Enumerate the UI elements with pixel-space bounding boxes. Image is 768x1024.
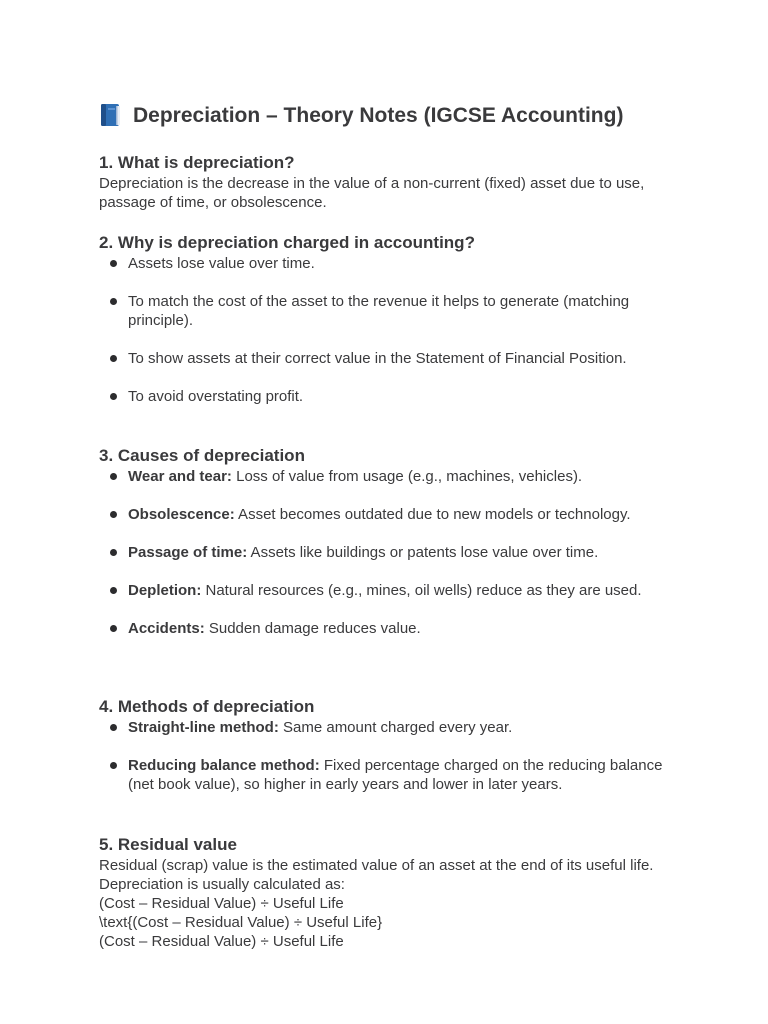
- list-item: [99, 292, 679, 330]
- list-item: [99, 505, 679, 524]
- section-heading: 2. Why is depreciation charged in accounting?: [99, 233, 475, 252]
- blue-book-icon: [99, 103, 121, 127]
- list-item: [99, 467, 679, 486]
- formula-line: \text{(Cost – Residual Value) ÷ Useful Life}: [99, 914, 383, 931]
- bullet-dot: [110, 355, 117, 362]
- bullet-dot: [110, 298, 117, 305]
- bullet-dot: [110, 625, 117, 632]
- list-item: [99, 387, 679, 406]
- section-causes: [99, 445, 679, 638]
- item-label: Reducing balance method:: [128, 757, 320, 774]
- item-text: Assets lose value over time.: [128, 255, 315, 272]
- section-what-is-depreciation: [99, 152, 679, 212]
- section-methods: [99, 696, 679, 794]
- bullet-dot: [110, 511, 117, 518]
- bullet-dot: [110, 393, 117, 400]
- list-item: [99, 254, 679, 273]
- item-text: To avoid overstating profit.: [128, 388, 304, 405]
- item-text: Fixed percentage charged on the reducing balance (net book value), so higher in early years and lower in later years.: [128, 757, 663, 793]
- item-label: Depletion:: [128, 582, 202, 599]
- item-label: Wear and tear:: [128, 468, 232, 485]
- formula-line: (Cost – Residual Value) ÷ Useful Life: [99, 933, 344, 950]
- section-heading: 4. Methods of depreciation: [99, 697, 315, 716]
- item-text: Assets like buildings or patents lose value over time.: [247, 544, 599, 561]
- document-title: [99, 104, 623, 128]
- bullet-list: [99, 254, 679, 406]
- item-text: To match the cost of the asset to the revenue it helps to generate (matching principle).: [128, 293, 630, 329]
- item-text: Asset becomes outdated due to new models or technology.: [234, 506, 631, 523]
- bullet-dot: [110, 473, 117, 480]
- item-text: Natural resources (e.g., mines, oil wells) reduce as they are used.: [201, 582, 642, 599]
- section-paragraph: Residual (scrap) value is the estimated value of an asset at the end of its useful life. Depreciation is usually calculated as:: [99, 857, 654, 893]
- item-label: Accidents:: [128, 620, 205, 637]
- bullet-dot: [110, 549, 117, 556]
- item-label: Straight-line method:: [128, 719, 279, 736]
- list-item: [99, 756, 679, 794]
- bullet-dot: [110, 587, 117, 594]
- bullet-dot: [110, 724, 117, 731]
- section-heading: 1. What is depreciation?: [99, 153, 295, 172]
- item-label: Passage of time:: [128, 544, 248, 561]
- list-item: [99, 619, 679, 638]
- section-heading: 5. Residual value: [99, 835, 237, 854]
- item-label: Obsolescence:: [128, 506, 235, 523]
- section-residual-value: [99, 834, 679, 951]
- title-text: Depreciation – Theory Notes (IGCSE Accounting): [133, 104, 624, 127]
- formula-line: (Cost – Residual Value) ÷ Useful Life: [99, 895, 344, 912]
- list-item: [99, 349, 679, 368]
- bullet-dot: [110, 260, 117, 267]
- bullet-list: [99, 467, 679, 638]
- section-why-charged: [99, 232, 679, 406]
- item-text: Sudden damage reduces value.: [204, 620, 421, 637]
- item-text: Same amount charged every year.: [278, 719, 513, 736]
- section-paragraph: Depreciation is the decrease in the value of a non-current (fixed) asset due to use, passage of time, or obsolescence.: [99, 175, 645, 211]
- bullet-list: [99, 718, 679, 794]
- section-heading: 3. Causes of depreciation: [99, 446, 305, 465]
- list-item: [99, 543, 679, 562]
- list-item: [99, 581, 679, 600]
- item-text: Loss of value from usage (e.g., machines, vehicles).: [231, 468, 583, 485]
- item-text: To show assets at their correct value in the Statement of Financial Position.: [128, 350, 627, 367]
- list-item: [99, 718, 679, 737]
- bullet-dot: [110, 762, 117, 769]
